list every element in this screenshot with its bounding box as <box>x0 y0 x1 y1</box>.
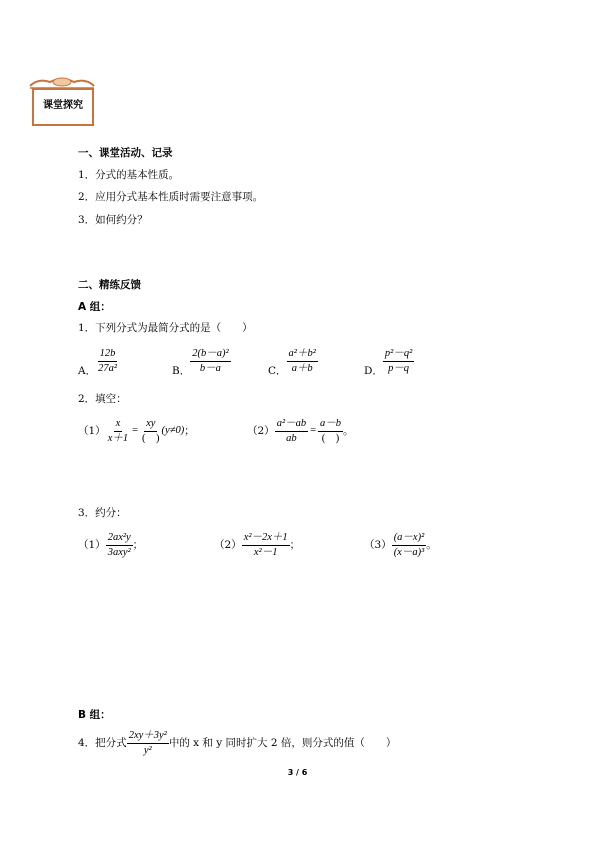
condition: (y≠0) <box>161 425 185 436</box>
q4-fraction <box>127 730 169 757</box>
part-label: （1） <box>78 539 106 551</box>
section1-item-2: 2．应用分式基本性质时需要注意事项。 <box>78 191 264 203</box>
section2-heading: 二、精练反馈 <box>78 279 141 291</box>
fraction-numerator: 2ax²y <box>106 532 133 546</box>
group-b-label: B 组： <box>78 709 111 721</box>
answer-blank: ( ) <box>142 432 160 444</box>
fraction-denominator: b－a <box>199 362 221 374</box>
section-badge <box>28 74 96 124</box>
fraction-denominator: p－q <box>388 362 410 374</box>
fraction-denominator: 27a² <box>98 362 117 374</box>
q1-option-c <box>268 344 318 378</box>
q3-stem: 3．约分： <box>78 507 127 519</box>
left-fraction <box>106 418 130 445</box>
q2-stem: 2．填空： <box>78 393 127 405</box>
part-end: ； <box>184 425 195 437</box>
q3-part-1 <box>78 528 143 562</box>
left-fraction <box>275 418 308 445</box>
option-label: B． <box>172 365 191 377</box>
fraction-denominator: a＋b <box>291 362 313 374</box>
q4-prefix: 4．把分式 <box>78 737 127 749</box>
part-label: （1） <box>78 425 106 437</box>
fraction-numerator: 12b <box>98 348 118 362</box>
fraction-denominator: x²－1 <box>253 546 278 558</box>
q2-part-2: （2） $\frac{\text{a²－ab}}{ab}$ = $\frac{a-b}{( )}$ 。 <box>247 417 354 444</box>
option-label: D． <box>364 365 383 377</box>
part-end: ； <box>289 539 301 551</box>
option-fraction <box>287 348 318 375</box>
q4-suffix: 中的 x 和 y 同时扩大 2 倍，则分式的值（ ） <box>168 737 397 749</box>
part-end: 。 <box>343 425 354 437</box>
q3-part-3 <box>364 528 437 562</box>
option-label: A． <box>78 365 97 377</box>
option-fraction <box>190 348 230 375</box>
fraction-denominator: y² <box>143 744 152 756</box>
fraction <box>242 532 290 559</box>
option-label: C． <box>268 365 287 377</box>
fraction-numerator: a－b <box>318 418 343 432</box>
fraction-numerator: p²－q² <box>383 348 414 362</box>
fraction-numerator: x <box>114 418 123 432</box>
fraction-numerator: x²－2x＋1 <box>242 532 290 546</box>
section1-item-3: 3．如何约分？ <box>78 214 148 226</box>
section1-item-1: 1．分式的基本性质。 <box>78 169 180 181</box>
q2-part-1: （1） $\frac{x}{x+1}$ = $\frac{xy}{( )}$ (y≠0) ； <box>78 417 195 444</box>
badge-label: 课堂探究 <box>43 100 83 111</box>
fraction-numerator: 2xy＋3y² <box>127 730 169 744</box>
right-fraction-blank <box>140 418 162 445</box>
option-fraction <box>383 348 414 375</box>
answer-blank: ( ) <box>321 432 340 444</box>
right-fraction-blank <box>318 418 343 445</box>
fraction-numerator: 2(b－a)² <box>190 348 230 362</box>
q1-stem: 1．下列分式为最简分式的是（ ） <box>78 322 253 334</box>
q1-option-d <box>364 344 414 378</box>
part-end: ； <box>132 539 144 551</box>
q1-option-a <box>78 344 119 378</box>
group-a-label: A 组： <box>78 301 111 313</box>
fraction-denominator: ab <box>286 432 297 444</box>
page-number: 3 / 6 <box>287 768 308 777</box>
q1-option-b <box>172 344 231 378</box>
part-label: （2） <box>214 539 242 551</box>
fraction <box>106 532 133 559</box>
q3-part-2 <box>214 528 300 562</box>
fraction-numerator: a²－ab <box>275 418 308 432</box>
fraction-numerator: xy <box>144 418 157 432</box>
fraction-numerator: a²＋b² <box>287 348 318 362</box>
fraction-numerator: (a－x)² <box>392 532 427 546</box>
fraction-denominator: 3axy² <box>107 546 131 558</box>
section1-heading: 一、课堂活动、记录 <box>78 147 173 159</box>
option-fraction <box>96 348 119 375</box>
part-end: 。 <box>426 539 437 551</box>
fraction-denominator: (x－a)³ <box>393 546 425 558</box>
fraction <box>392 532 427 559</box>
q4 <box>78 726 396 760</box>
part-label: （3） <box>364 539 392 551</box>
part-label: （2） <box>247 425 275 437</box>
fraction-denominator: x＋1 <box>107 432 129 444</box>
